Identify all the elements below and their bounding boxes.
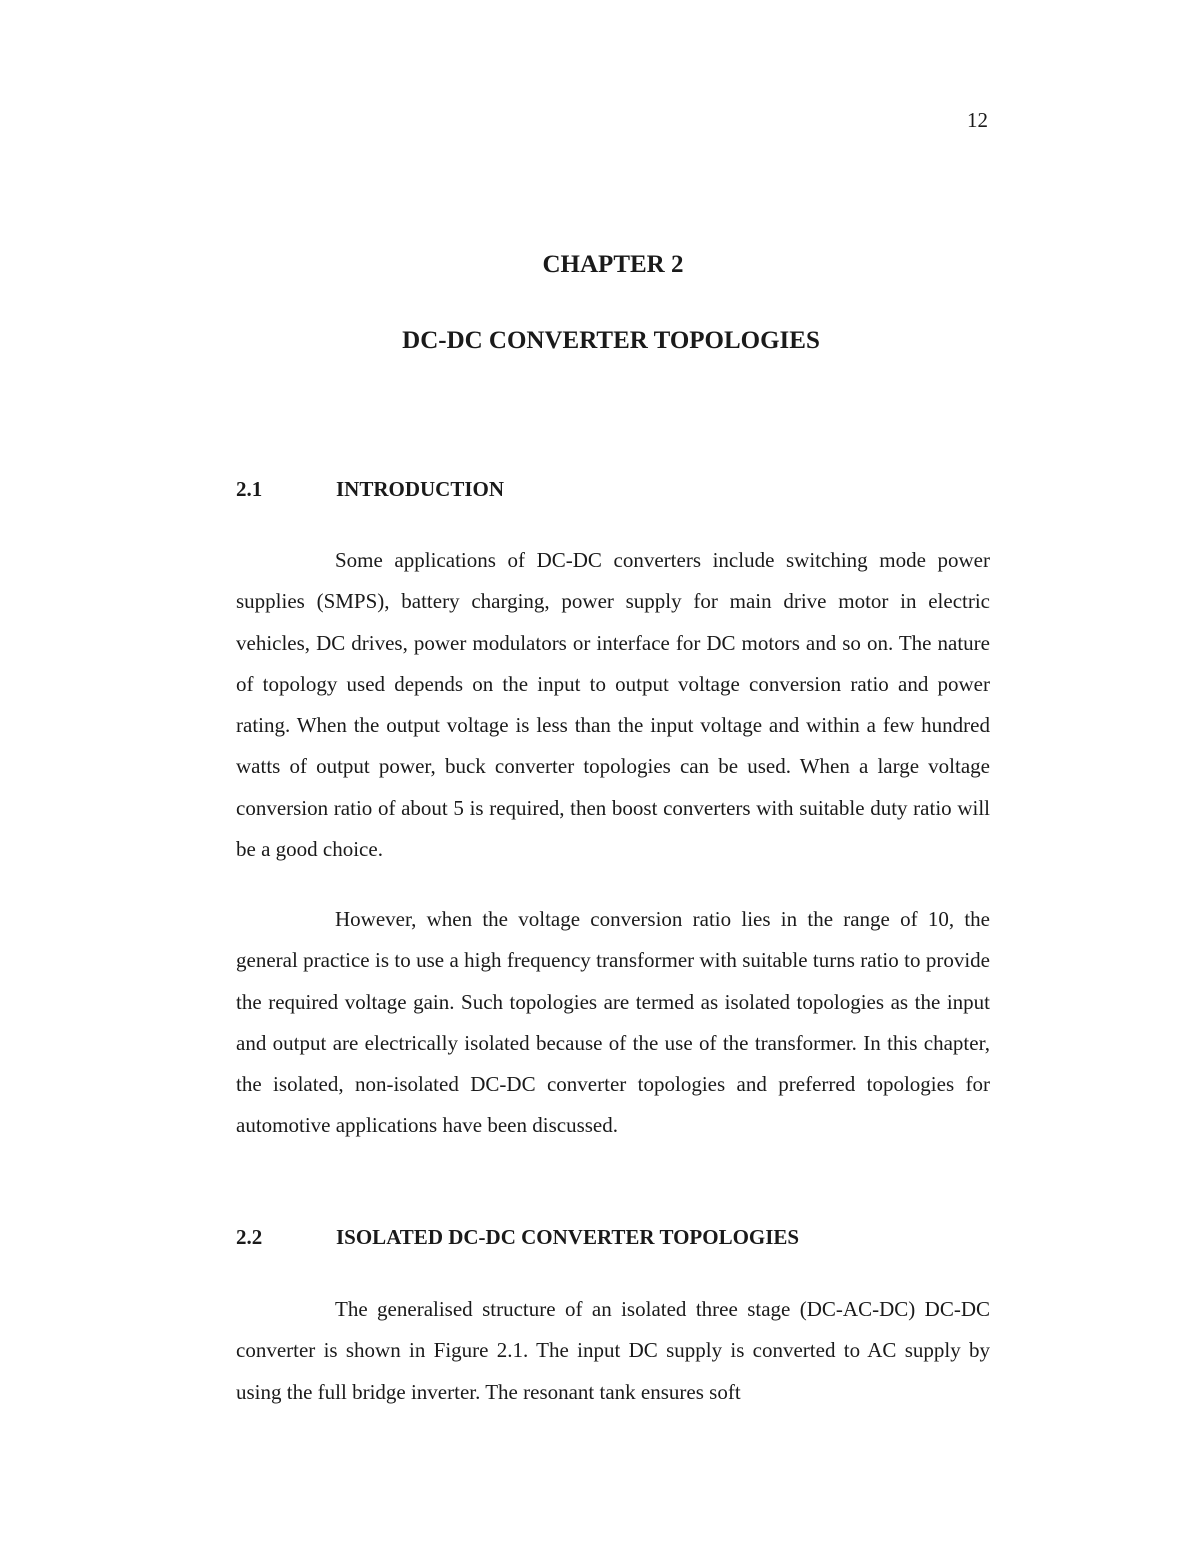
paragraph-isolated-topologies-1: The generalised structure of an isolated three stage (DC-AC-DC) DC-DC converter is shown in Figure 2.1. The input DC supply is converted to AC supply by using the full bridge inverter. The resonant tank ensures soft — [236, 1297, 990, 1404]
section-heading-isolated-topologies — [236, 1225, 990, 1250]
section-title: ISOLATED DC-DC CONVERTER TOPOLOGIES — [336, 1225, 800, 1249]
section-number: 2.1 — [236, 477, 263, 501]
paragraph-introduction-1: Some applications of DC-DC converters include switching mode power supplies (SMPS), battery charging, power supply for main drive motor in electric vehicles, DC drives, power modulators or interface for DC motors and so on. The nature of topology used depends on the input to output voltage conversion ratio and power rating. When the output voltage is less than the input voltage and within a few hundred watts of output power, buck converter topologies can be used. When a large voltage conversion ratio of about 5 is required, then boost converters with suitable duty ratio will be a good choice. — [236, 548, 990, 862]
chapter-title: DC-DC CONVERTER TOPOLOGIES — [402, 327, 820, 354]
section-number: 2.2 — [236, 1225, 263, 1249]
section-heading-introduction — [236, 477, 990, 502]
section-title: INTRODUCTION — [336, 477, 505, 501]
chapter-label: CHAPTER 2 — [542, 251, 684, 278]
paragraph-introduction-2: However, when the voltage conversion ratio lies in the range of 10, the general practice is to use a high frequency transformer with suitable turns ratio to provide the required voltage gain. Such topologies are termed as isolated topologies as the input and output are electrically isolated because of the use of the transformer. In this chapter, the isolated, non-isolated DC-DC converter topologies and preferred topologies for automotive applications have been discussed. — [236, 907, 990, 1138]
page-number: 12 — [967, 108, 988, 132]
